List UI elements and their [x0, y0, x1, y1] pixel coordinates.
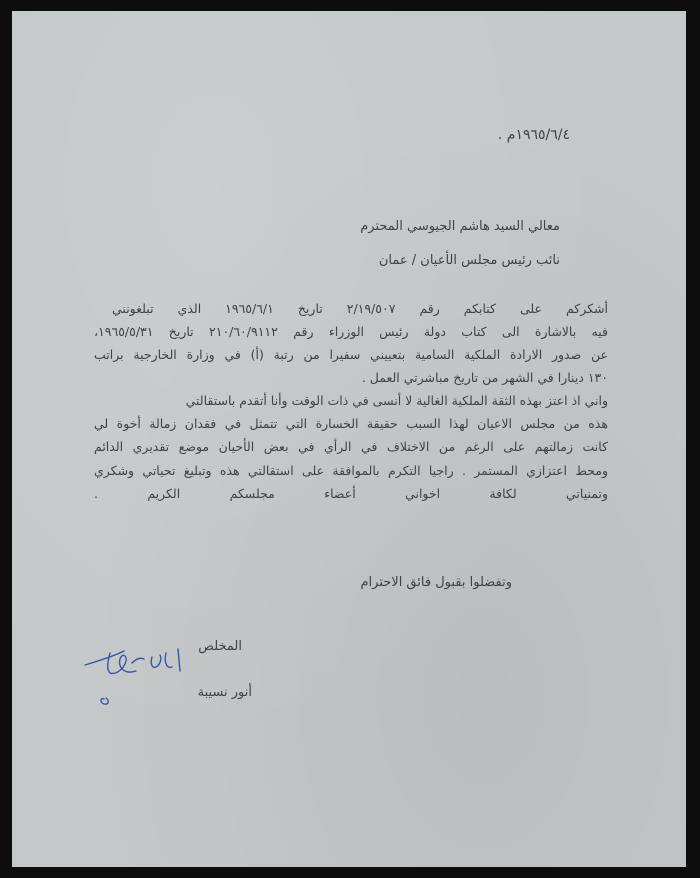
body-line-8: ومحط اعتزازي المستمر . راجيا التكرم بالموافقة على استقالتي هذه وتبليغ تحياتي وشكري	[94, 463, 608, 478]
body-line-4: ١٣٠ دينارا في الشهر من تاريخ مباشرتي العمل .	[361, 370, 608, 385]
signoff-label: المخلص	[198, 639, 242, 654]
body-line-2: فيه بالاشارة الى كتاب دولة رئيس الوزراء رقم ٢١٠/٦٠/٩١١٢ تاريخ ١٩٦٥/٥/٣١،	[94, 324, 608, 339]
body-line-9: وتمنياتي لكافة اخواني أعضاء مجلسكم الكريم .	[94, 486, 608, 501]
letter-page	[12, 11, 686, 867]
signer-name: أنور نسيبة	[197, 685, 252, 700]
addressee-title: نائب رئيس مجلس الأعيان / عمان	[378, 253, 560, 268]
handwritten-signature	[80, 641, 200, 721]
closing-phrase: وتفضلوا بقبول فائق الاحترام	[360, 575, 512, 590]
body-line-6: هذه من مجلس الاعيان لهذا السبب حقيقة الخسارة التي تتمثل في فقدان زمالة أخوة لي	[94, 416, 608, 431]
addressee-name: معالي السيد هاشم الجيوسي المحترم	[360, 219, 560, 234]
body-line-5: واني اذ اعتز بهذه الثقة الملكية الغالية لا أنسى في ذات الوقت وأنا أتقدم باستقالتي	[185, 393, 608, 408]
body-line-3: عن صدور الارادة الملكية السامية بتعييني سفيرا من رتبة (أ) في وزارة الخارجية براتب	[94, 347, 608, 362]
letter-date: ١٩٦٥/٦/٤م .	[497, 127, 570, 143]
body-line-1: أشكركم على كتابكم رقم ٢/١٩/٥٠٧ تاريخ ١٩٦٥/٦/١ الذي تبلغونني	[112, 301, 608, 316]
body-line-7: كانت زمالتهم على الرغم من الاختلاف في الرأي في بعض الأحيان موضع تقديري الدائم	[94, 439, 608, 454]
